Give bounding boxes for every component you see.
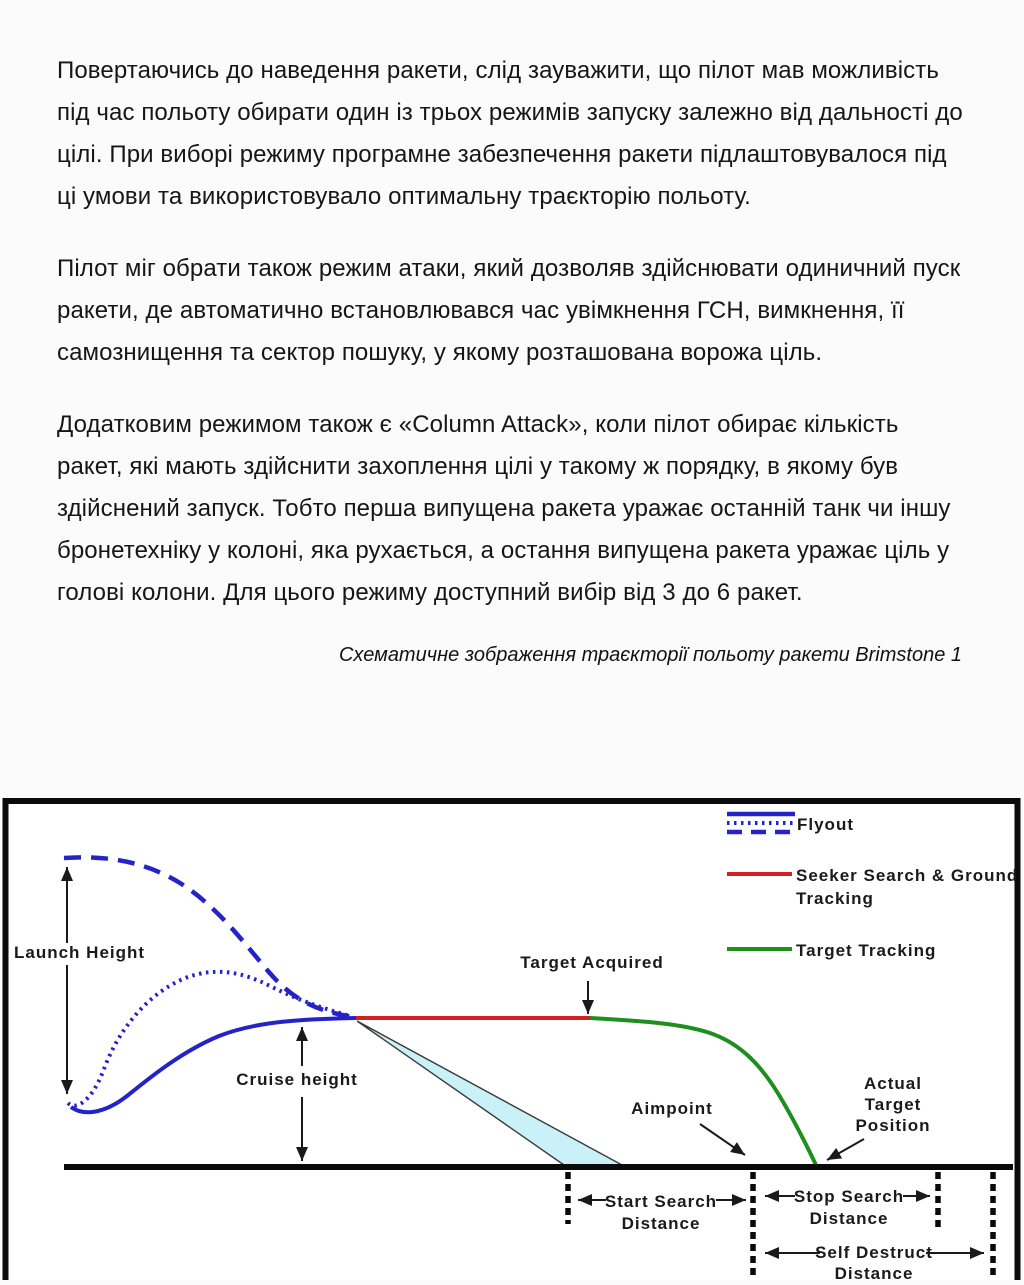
legend-flyout-label: Flyout <box>797 815 854 834</box>
svg-text:Actual: Actual <box>864 1074 922 1093</box>
legend-tracking-label: Target Tracking <box>796 941 937 960</box>
figure-caption: Схематичне зображення траєкторії польоту ракети Brimstone 1 <box>338 644 962 666</box>
paragraph-column-attack: Додатковим режимом також є «Column Attack», коли пілот обирає кількість ракет, які мають здійснити захоплення цілі у такому ж порядку, в якому був здійснений запуск. Тобто перша випущена ракета уражає останній танк чи іншу бронетехніку у колоні, яка рухається, а остання випущена ракета уражає ціль у голові колони. Для цього режиму доступний вибір від 3 до 6 ракет. <box>57 411 951 606</box>
paragraph-attack-mode: Пілот міг обрати також режим атаки, який дозволяв здійснювати одиничний пуск ракети, де автоматично встановлювався час увімкнення ГСН, вимкнення, її самознищення та сектор пошуку, у якому розташована ворожа ціль. <box>57 255 961 366</box>
svg-text:Target: Target <box>864 1095 922 1114</box>
svg-text:Distance: Distance <box>834 1264 914 1280</box>
svg-text:Distance: Distance <box>621 1214 701 1233</box>
svg-text:Stop Search: Stop Search <box>793 1187 905 1206</box>
svg-text:Distance: Distance <box>809 1209 889 1228</box>
actual-target-position-label <box>855 1074 930 1135</box>
trajectory-diagram-svg <box>0 797 1024 1280</box>
cruise-height-label: Cruise height <box>236 1070 358 1089</box>
legend-seeker-label-line1: Seeker Search & Ground <box>796 866 1019 885</box>
launch-height-label: Launch Height <box>14 943 146 962</box>
paragraph-guidance-modes: Повертаючись до наведення ракети, слід зауважити, що пілот мав можливість під час польоту обирати один із трьох режимів запуску залежно від дальності до цілі. При виборі режиму програмне забезпечення ракети підлаштовувалося під ці умови та використовувало оптимальну траєкторію польоту. <box>57 57 963 210</box>
svg-text:Self Destruct: Self Destruct <box>815 1243 933 1262</box>
target-acquired-label: Target Acquired <box>520 953 664 972</box>
aimpoint-label: Aimpoint <box>631 1099 713 1118</box>
article-body <box>0 0 1024 614</box>
trajectory-diagram <box>0 797 1024 1280</box>
legend-seeker-label-line2: Tracking <box>796 889 874 908</box>
svg-text:Start Search: Start Search <box>604 1192 718 1211</box>
svg-text:Position: Position <box>855 1116 931 1135</box>
